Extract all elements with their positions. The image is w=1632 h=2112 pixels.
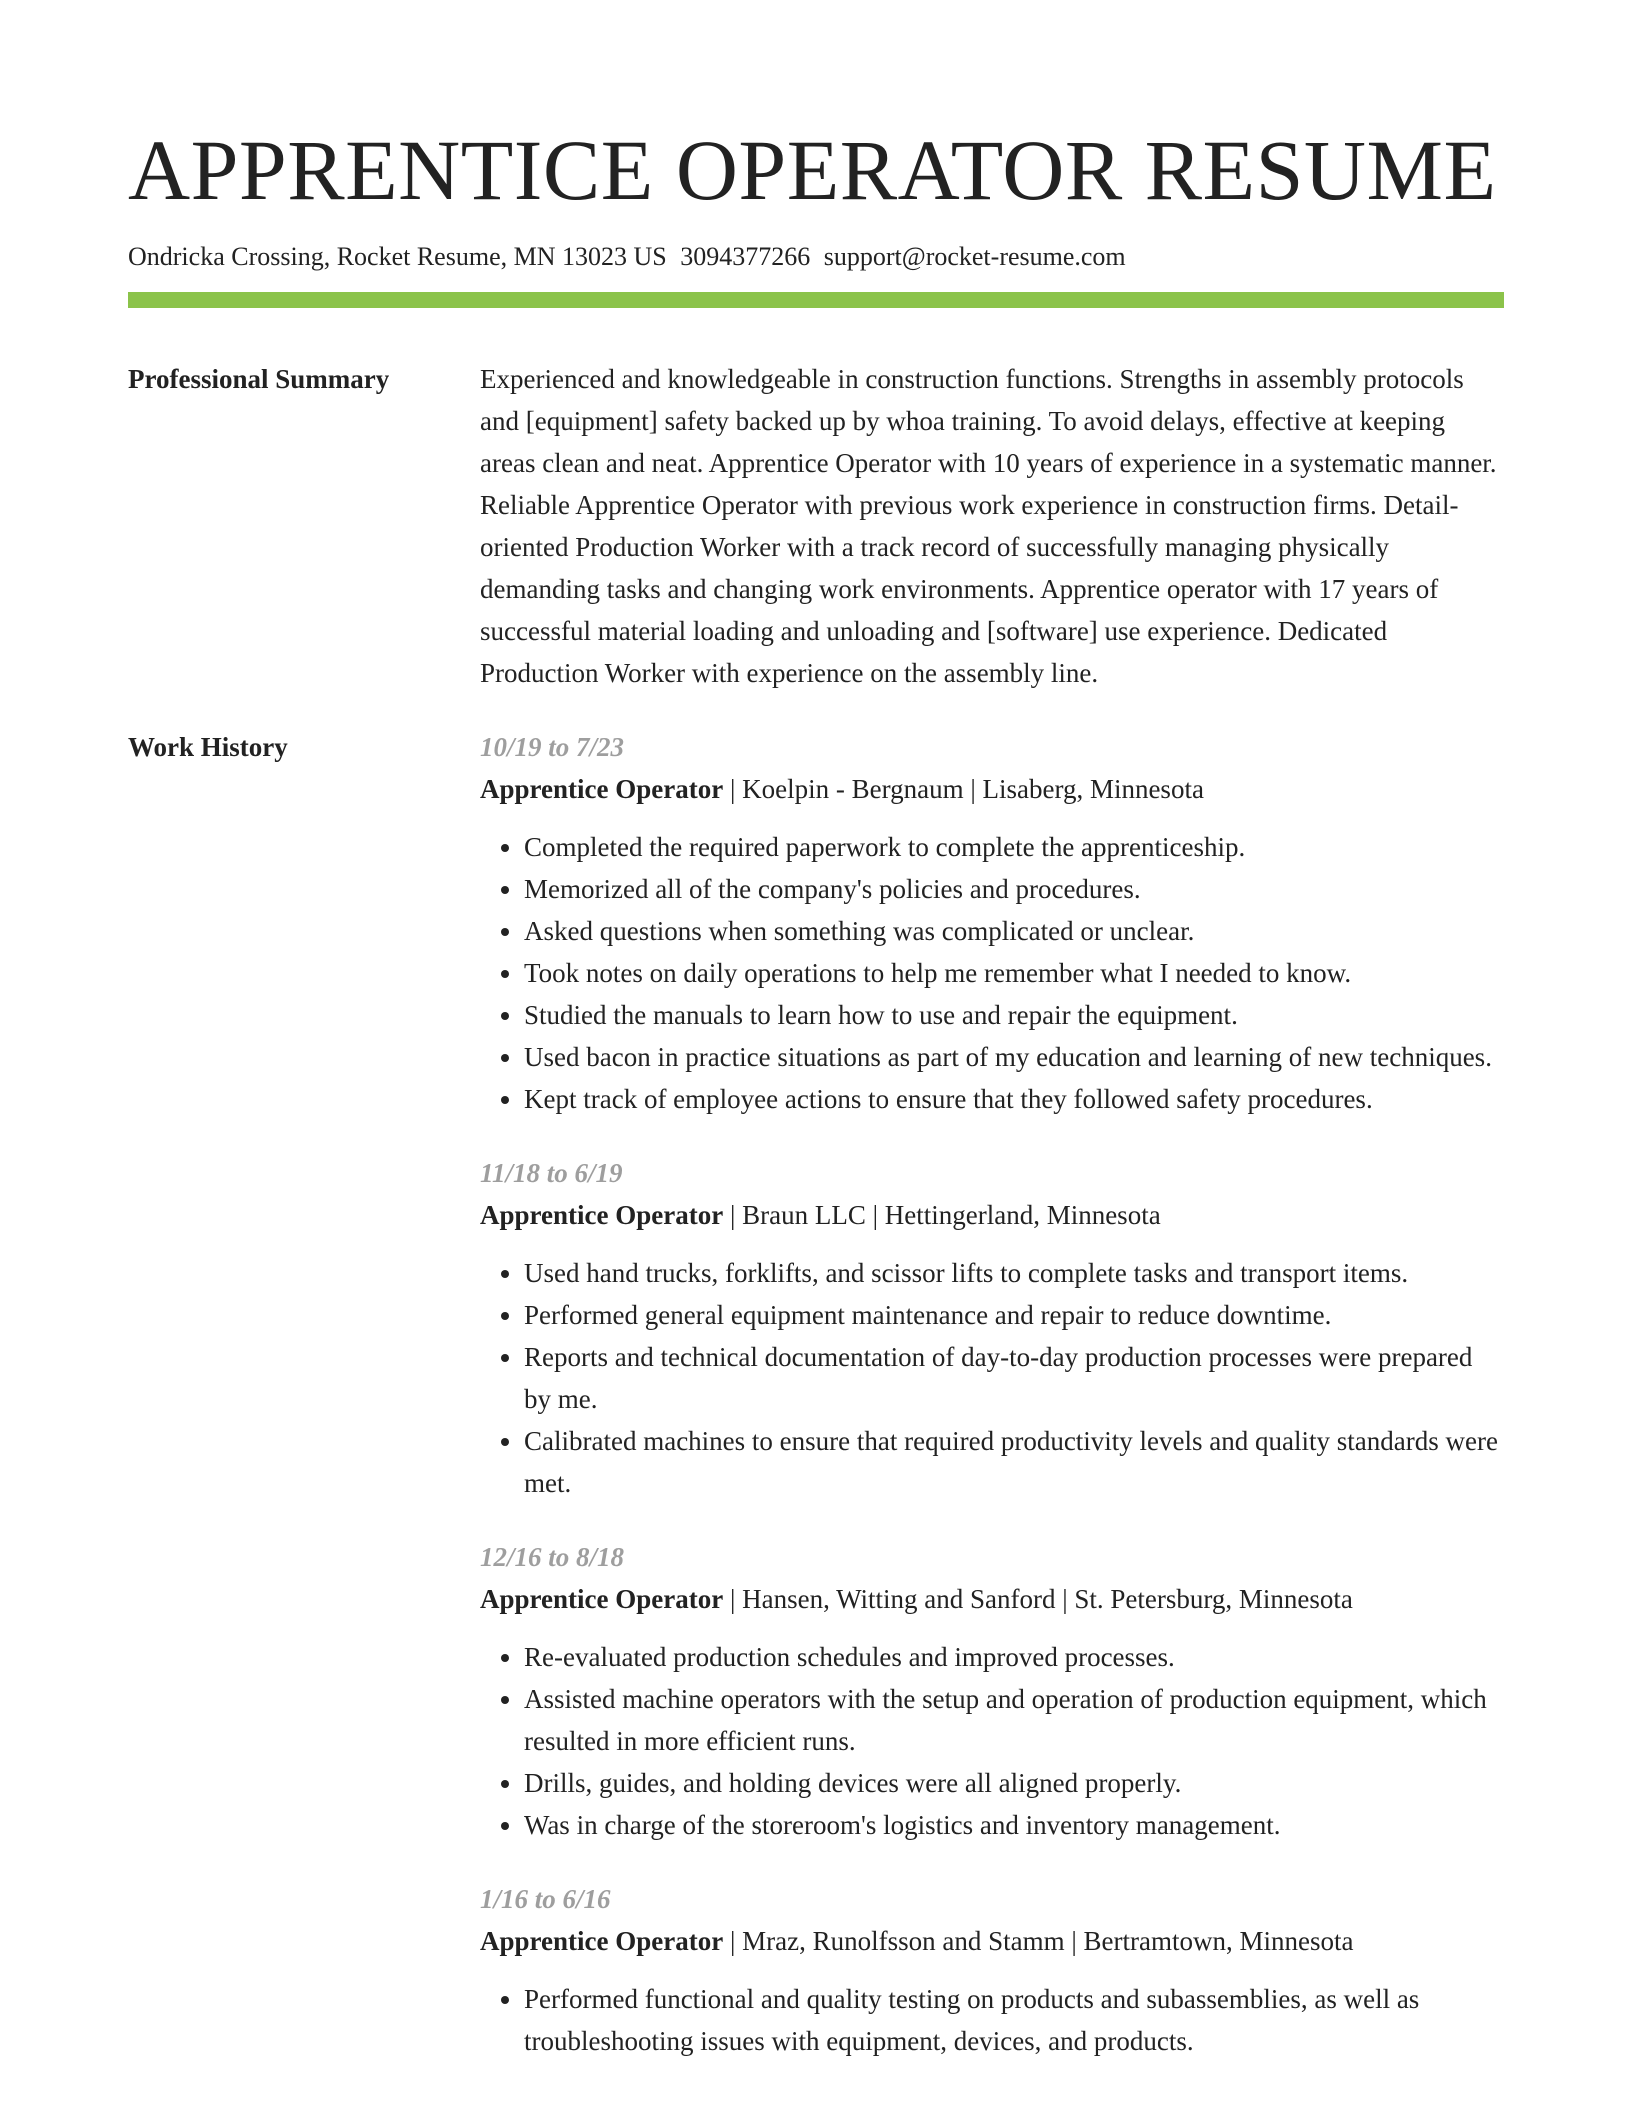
job-bullet: • Completed the required paperwork to complete the apprenticeship. (524, 826, 1504, 868)
job-bullet: • Drills, guides, and holding devices were all aligned properly. (524, 1762, 1504, 1804)
job-details: | Koelpin - Bergnaum | Lisaberg, Minnesota (723, 774, 1204, 804)
accent-divider (128, 292, 1504, 308)
contact-phone: 3094377266 (680, 242, 811, 271)
job-bullet: • Asked questions when something was complicated or unclear. (524, 910, 1504, 952)
job-bullet: • Assisted machine operators with the setup and operation of production equipment, which resulted in more efficient runs. (524, 1678, 1504, 1762)
job-bullets (480, 826, 1504, 1120)
work-history-section (128, 726, 1504, 2094)
job-title: Apprentice Operator (480, 774, 724, 804)
contact-address: Ondricka Crossing, Rocket Resume, MN 13023 US (128, 242, 667, 271)
contact-email: support@rocket-resume.com (823, 242, 1126, 271)
job-bullet: • Calibrated machines to ensure that required productivity levels and quality standards were met. (524, 1420, 1504, 1504)
contact-line (128, 240, 1504, 274)
summary-text: Experienced and knowledgeable in construction functions. Strengths in assembly protocols and [equipment] safety backed up by whoa training. To avoid delays, effective at keeping areas clean and neat. Apprentice Operator with 10 years of experience in a systematic manner. Reliable Apprentice Operator with previous work experience in construction firms. Detail-oriented Production Worker with a track record of successfully managing physically demanding tasks and changing work environments. Apprentice operator with 17 years of successful material loading and unloading and [software] use experience. Dedicated Production Worker with experience on the assembly line. (480, 364, 1497, 688)
job-entry (480, 1152, 1504, 1504)
job-dates: 10/19 to 7/23 (480, 732, 625, 762)
professional-summary-section (128, 358, 1504, 694)
job-bullet: • Memorized all of the company's policies and procedures. (524, 868, 1504, 910)
job-bullet: • Used hand trucks, forklifts, and scissor lifts to complete tasks and transport items. (524, 1252, 1504, 1294)
job-header (480, 1920, 1504, 1962)
job-details: | Hansen, Witting and Sanford | St. Petersburg, Minnesota (723, 1584, 1353, 1614)
job-details: | Mraz, Runolfsson and Stamm | Bertramtown, Minnesota (723, 1926, 1354, 1956)
job-entry (480, 1536, 1504, 1846)
job-bullet: • Performed general equipment maintenance and repair to reduce downtime. (524, 1294, 1504, 1336)
job-bullet: • Was in charge of the storeroom's logistics and inventory management. (524, 1804, 1504, 1846)
job-bullet: • Reports and technical documentation of day-to-day production processes were prepared by me. (524, 1336, 1504, 1420)
job-dates: 1/16 to 6/16 (480, 1884, 611, 1914)
job-header (480, 1578, 1504, 1620)
job-bullet: • Kept track of employee actions to ensure that they followed safety procedures. (524, 1078, 1504, 1120)
job-bullet: • Performed functional and quality testing on products and subassemblies, as well as troubleshooting issues with equipment, devices, and products. (524, 1978, 1504, 2062)
work-history-list (480, 726, 1504, 2094)
section-label-work-history: Work History (128, 732, 288, 762)
job-bullets (480, 1978, 1504, 2062)
job-title: Apprentice Operator (480, 1200, 724, 1230)
job-bullet: • Re-evaluated production schedules and improved processes. (524, 1636, 1504, 1678)
job-title: Apprentice Operator (480, 1926, 724, 1956)
resume-title: APPRENTICE OPERATOR RESUME (128, 122, 1497, 218)
job-title: Apprentice Operator (480, 1584, 724, 1614)
section-label-summary: Professional Summary (128, 364, 390, 394)
resume-page (128, 118, 1504, 2094)
job-dates: 12/16 to 8/18 (480, 1542, 625, 1572)
job-entry (480, 1878, 1504, 2062)
job-bullets (480, 1252, 1504, 1504)
job-header (480, 1194, 1504, 1236)
job-bullet: • Took notes on daily operations to help me remember what I needed to know. (524, 952, 1504, 994)
job-bullet: • Used bacon in practice situations as part of my education and learning of new techniques. (524, 1036, 1504, 1078)
job-bullet: • Studied the manuals to learn how to use and repair the equipment. (524, 994, 1504, 1036)
job-dates: 11/18 to 6/19 (480, 1158, 623, 1188)
job-bullets (480, 1636, 1504, 1846)
job-entry (480, 726, 1504, 1120)
job-details: | Braun LLC | Hettingerland, Minnesota (723, 1200, 1161, 1230)
job-header (480, 768, 1504, 810)
